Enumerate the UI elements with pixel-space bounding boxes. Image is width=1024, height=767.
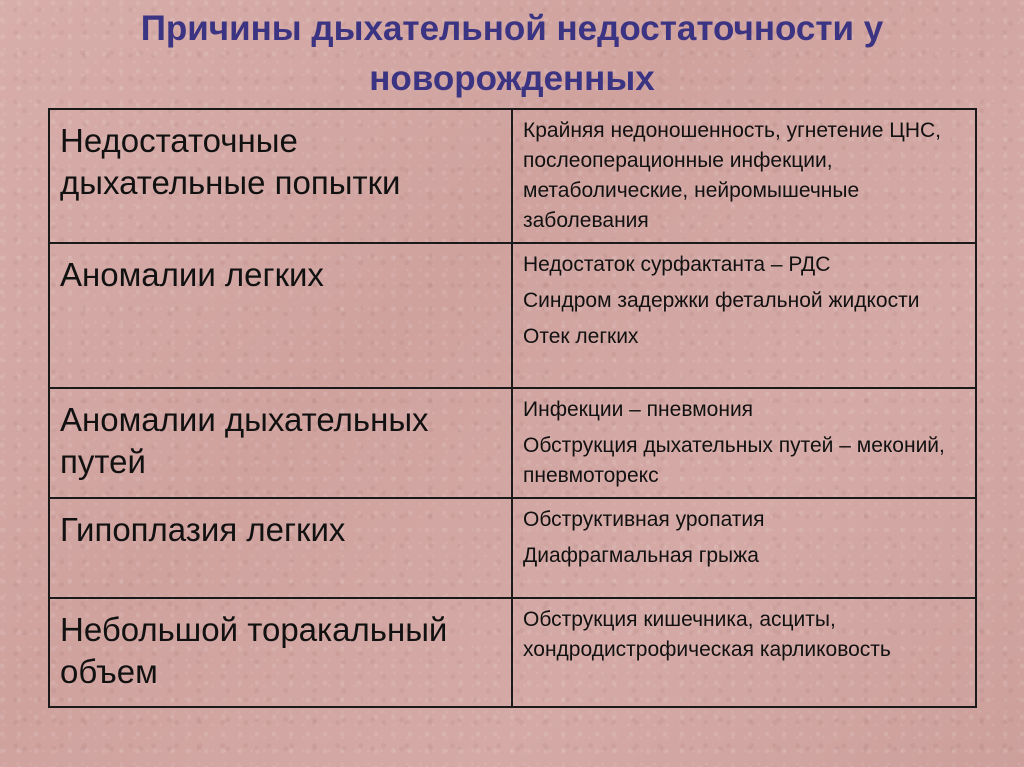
details-cell	[512, 598, 976, 707]
detail-item: Диафрагмальная грыжа	[523, 544, 759, 567]
cause-text: Аномалии дыхательных путей	[60, 401, 429, 480]
detail-item: Недостаток сурфактанта – РДС	[523, 253, 831, 276]
slide-title: Причины дыхательной недостаточности у новорожденных	[140, 9, 884, 98]
detail-item: Обструкция дыхательных путей – меконий, пневмоторекс	[523, 434, 945, 487]
details-cell	[512, 243, 976, 388]
cause-cell	[49, 109, 512, 243]
details-list	[513, 389, 975, 491]
table-row	[49, 109, 976, 243]
detail-item: Обструктивная уропатия	[523, 508, 765, 531]
table-row	[49, 598, 976, 707]
detail-item: Инфекции – пневмония	[523, 398, 754, 421]
details-cell	[512, 109, 976, 243]
details-cell	[512, 498, 976, 598]
details-list	[513, 110, 975, 236]
detail-item: Синдром задержки фетальной жидкости	[523, 289, 920, 312]
details-cell	[512, 388, 976, 498]
cause-cell	[49, 598, 512, 707]
cause-text: Небольшой торакальный объем	[60, 611, 448, 690]
details-list	[513, 499, 975, 571]
cause-text: Недостаточные дыхательные попытки	[60, 122, 401, 201]
causes-table	[48, 108, 977, 708]
table-row	[49, 498, 976, 598]
table-row	[49, 243, 976, 388]
details-list	[513, 599, 975, 665]
cause-text: Гипоплазия легких	[60, 511, 346, 548]
detail-item: Отек легких	[523, 325, 639, 348]
cause-cell	[49, 498, 512, 598]
detail-item: Обструкция кишечника, асциты, хондродистрофическая карликовость	[523, 608, 891, 661]
detail-item: Крайняя недоношенность, угнетение ЦНС, послеоперационные инфекции, метаболические, нейромышечные заболевания	[523, 119, 941, 232]
table-row	[49, 388, 976, 498]
details-list	[513, 244, 975, 352]
cause-cell	[49, 243, 512, 388]
cause-cell	[49, 388, 512, 498]
cause-text: Аномалии легких	[60, 256, 324, 293]
